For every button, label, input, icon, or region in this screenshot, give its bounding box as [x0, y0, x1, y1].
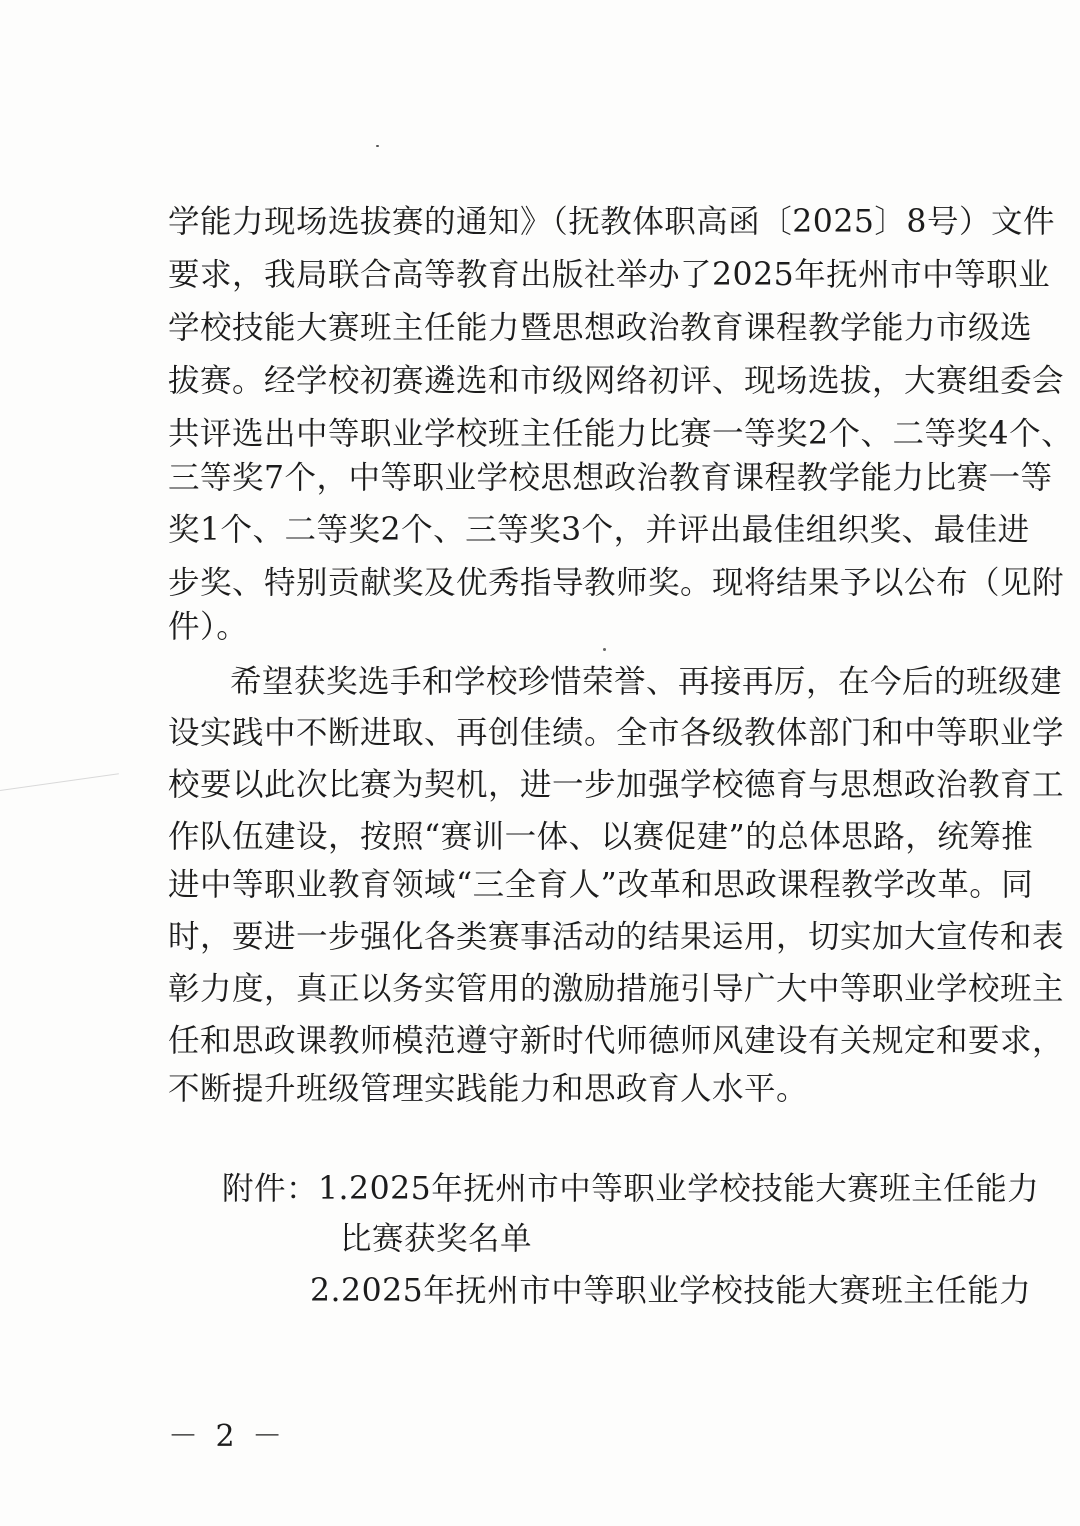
body-line: 拔赛。经学校初赛遴选和市级网络初评、现场选拔，大赛组委会	[168, 363, 1065, 399]
attachment-item-1-continued: 比赛获奖名单	[340, 1221, 533, 1257]
body-line: 学校技能大赛班主任能力暨思想政治教育课程教学能力市级选	[168, 310, 1033, 346]
body-line: 学能力现场选拔赛的通知》（抚教体职高函〔2025〕8号）文件	[168, 204, 1055, 240]
attachment-item-2: 2.2025年抚州市中等职业学校技能大赛班主任能力	[310, 1273, 1032, 1309]
body-line: 时，要进一步强化各类赛事活动的结果运用，切实加大宣传和表	[168, 919, 1065, 955]
body-line: 件）。	[168, 609, 249, 645]
body-line: 不断提升班级管理实践能力和思政育人水平。	[168, 1071, 809, 1107]
scan-speck	[376, 145, 379, 147]
body-line: 共评选出中等职业学校班主任能力比赛一等奖2个、二等奖4个、	[168, 416, 1074, 452]
body-line: 任和思政课教师模范遵守新时代师德师风建设有关规定和要求，	[168, 1023, 1065, 1059]
body-line: 希望获奖选手和学校珍惜荣誉、再接再厉，在今后的班级建	[230, 664, 1063, 700]
body-line: 要求，我局联合高等教育出版社举办了2025年抚州市中等职业	[168, 257, 1051, 293]
body-line: 三等奖7个，中等职业学校思想政治教育课程教学能力比赛一等	[168, 460, 1053, 496]
body-line: 作队伍建设，按照“赛训一体、以赛促建”的总体思路，统筹推	[168, 819, 1034, 855]
page-number: － 2 －	[168, 1419, 287, 1454]
body-line: 进中等职业教育领域“三全育人”改革和思政课程教学改革。同	[168, 867, 1034, 903]
body-line: 彰力度，真正以务实管用的激励措施引导广大中等职业学校班主	[168, 971, 1065, 1007]
body-line: 步奖、特别贡献奖及优秀指导教师奖。现将结果予以公布（见附	[168, 565, 1065, 601]
scan-scratch	[0, 773, 119, 791]
body-line: 校要以此次比赛为契机，进一步加强学校德育与思想政治教育工	[168, 767, 1065, 803]
body-line: 设实践中不断进取、再创佳绩。全市各级教体部门和中等职业学	[168, 715, 1065, 751]
attachment-item-1: 附件：1.2025年抚州市中等职业学校技能大赛班主任能力	[222, 1171, 1040, 1207]
body-line: 奖1个、二等奖2个、三等奖3个，并评出最佳组织奖、最佳进	[168, 512, 1030, 548]
